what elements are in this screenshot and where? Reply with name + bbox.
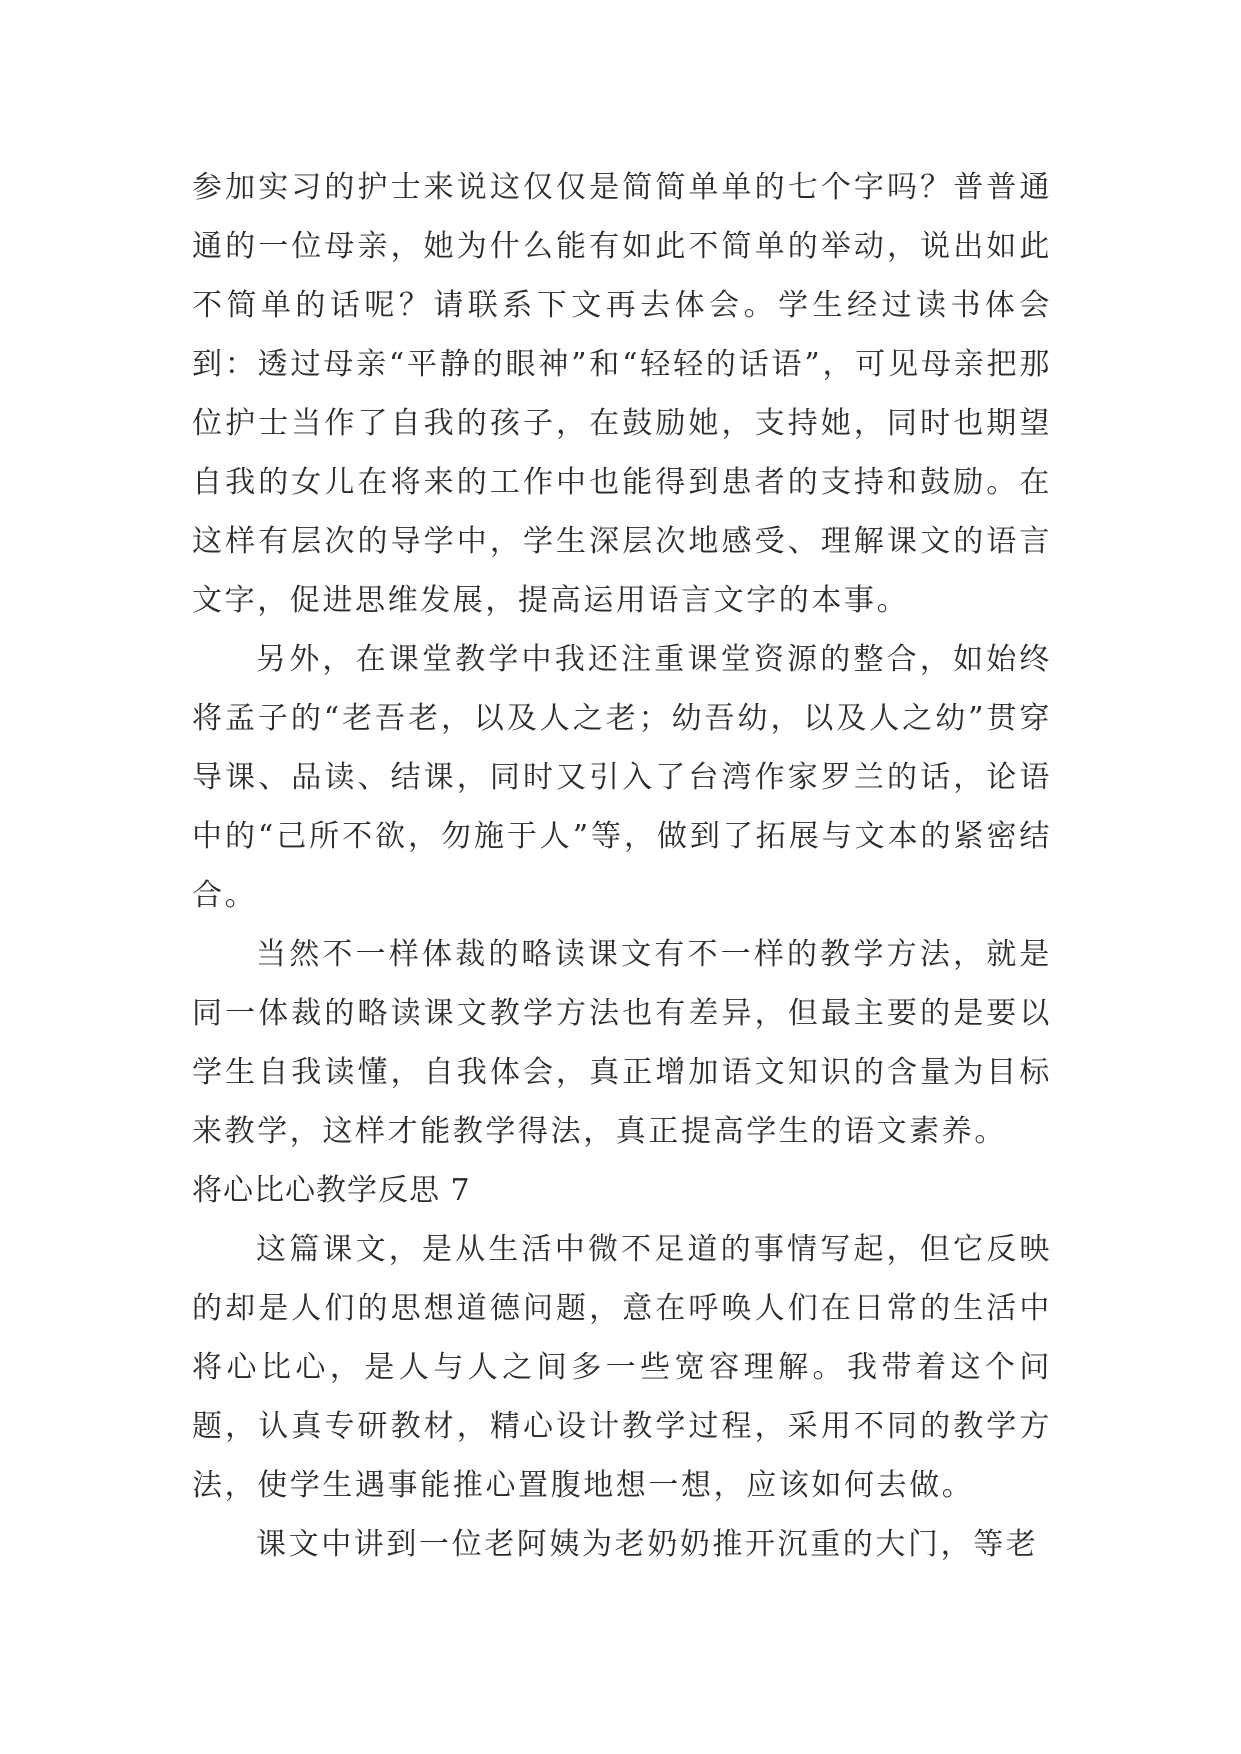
body-paragraph-2: 另外，在课堂教学中我还注重课堂资源的整合，如始终将孟子的“老吾老，以及人之老；幼吾幼，以及人之幼”贯穿导课、品读、结课，同时又引入了台湾作家罗兰的话，论语中的“己所不欲，勿施于人”等，做到了拓展与文本的紧密结合。: [192, 642, 1052, 913]
document-body: [192, 158, 1052, 1574]
section-paragraph-2: 课文中讲到一位老阿姨为老奶奶推开沉重的大门，等老: [256, 1527, 1039, 1562]
body-paragraph-1: 参加实习的护士来说这仅仅是简简单单的七个字吗？普普通通的一位母亲，她为什么能有如此不简单的举动，说出如此不简单的话呢？请联系下文再去体会。学生经过读书体会到：透过母亲“平静的眼神”和“轻轻的话语”，可见母亲把那位护士当作了自我的孩子，在鼓励她，支持她，同时也期望自我的女儿在将来的工作中也能得到患者的支持和鼓励。在这样有层次的导学中，学生深层次地感受、理解课文的语言文字，促进思维发展，提高运用语言文字的本事。: [192, 170, 1052, 618]
body-paragraph-3: 当然不一样体裁的略读课文有不一样的教学方法，就是同一体裁的略读课文教学方法也有差异，但最主要的是要以学生自我读懂，自我体会，真正增加语文知识的含量为目标来教学，这样才能教学得法，真正提高学生的语文素养。: [192, 937, 1052, 1149]
section-heading: 将心比心教学反思 7: [192, 1173, 471, 1208]
section-paragraph-1: 这篇课文，是从生活中微不足道的事情写起，但它反映的却是人们的思想道德问题，意在呼唤人们在日常的生活中将心比心，是人与人之间多一些宽容理解。我带着这个问题，认真专研教材，精心设计教学过程，采用不同的教学方法，使学生遇事能推心置腹地想一想，应该如何去做。: [192, 1232, 1052, 1503]
